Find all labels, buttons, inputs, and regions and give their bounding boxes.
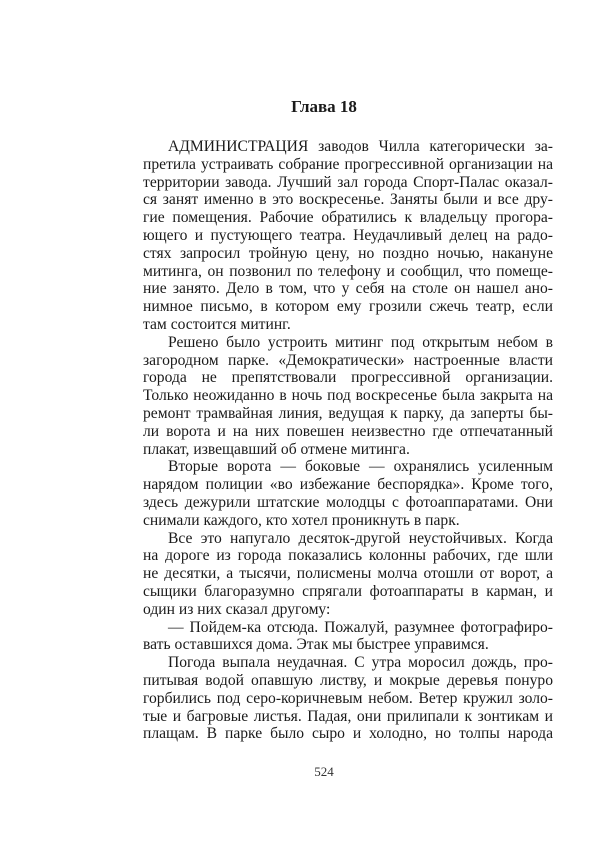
text-line: — Пойдем-ка отсюда. Пожалуй, разумнее фотографиро- [168,618,553,636]
text-line: Вторые ворота — боковые — охранялись усиленным [168,458,553,476]
text-line: ремонт трамвайная линия, ведущая к парку, да заперты бы- [143,404,553,422]
text-line: загородном парке. «Демократически» настроенные власти [143,351,553,369]
text-line: не десятки, а тысячи, полисмены молча отошли от ворот, а [143,565,553,583]
text-line: здесь дежурили штатские молодцы с фотоаппаратами. Они [143,493,553,511]
text-line: Только неожиданно в ночь под воскресенье была закрыта на [143,387,553,405]
text-line: нарядом полиции «во избежание беспорядка». Кроме того, [143,476,553,494]
text-line: один из них сказал другому: [143,600,331,618]
paragraph [143,654,553,743]
text-line: там состоится митинг. [143,315,291,333]
text-line: территории завода. Лучший зал города Спорт-Палас оказал- [143,173,553,191]
text-line: питывая водой опавшую листву, и мокрые деревья понуро [143,671,553,689]
text-line: сыщики благоразумно спрягали фотоаппараты в карман, и [143,582,553,600]
page-body [143,138,553,743]
text-line: ние занято. Дело в том, что у себя на столе он нашел ано- [143,280,553,298]
paragraph [143,619,553,655]
paragraph [143,334,553,459]
text-line: АДМИНИСТРАЦИЯ заводов Чилла категорически за- [168,138,553,155]
paragraph [143,458,553,529]
text-line: Погода выпала неудачная. С утра моросил дождь, про- [168,654,553,672]
text-line: ли ворота и на них повешен неизвестно где отпечатанный [143,422,553,440]
text-line: горбились под серо-коричневым небом. Ветер кружил золо- [143,689,553,707]
text-line: гие помещения. Рабочие обратились к владельцу прогора- [143,209,553,227]
paragraph [143,138,553,334]
page-number: 524 [314,764,334,779]
text-line: ся занят именно в это воскресенье. Заняты были и все дру- [143,191,553,209]
text-line: нимное письмо, в котором ему грозили сжечь театр, если [143,298,553,316]
text-line: Все это напугало десяток-другой неустойчивых. Когда [168,529,553,547]
text-line: ющего и пустующего театра. Неудачливый делец на радо- [143,226,553,244]
text-line: митинга, он позвонил по телефону и сообщил, что помеще- [143,262,553,280]
text-line: Решено было устроить митинг под открытым небом в [168,333,553,351]
text-line: на дороге из города показались колонны рабочих, где шли [143,547,553,565]
text-line: тые и багровые листья. Падая, они прилипали к зонтикам и [143,707,553,725]
chapter-title: Глава 18 [291,97,357,116]
text-line: города не препятствовали прогрессивной организации. [143,369,553,387]
text-line: снимали каждого, кто хотел проникнуть в парк. [143,511,460,529]
text-line: вать оставшихся дома. Этак мы быстрее управимся. [143,636,489,654]
text-line: плакат, извещавший об отмене митинга. [143,440,410,458]
text-line: плащам. В парке было сыро и холодно, но толпы народа [143,725,553,743]
paragraph [143,530,553,619]
text-line: претила устраивать собрание прогрессивной организации на [143,155,553,173]
text-line: стях запросил тройную цену, но поздно ночью, накануне [143,244,553,262]
